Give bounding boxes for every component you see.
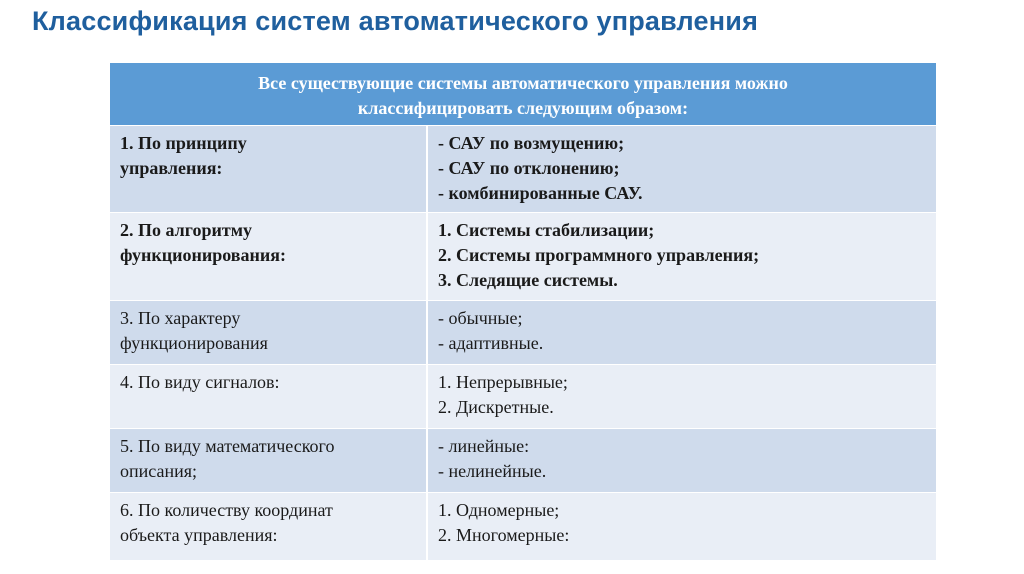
criterion-line: 5. По виду математического	[120, 436, 335, 456]
criterion-line: 3. По характеру	[120, 308, 241, 328]
values-cell	[427, 126, 937, 213]
value-line: 1. Одномерные;	[438, 500, 560, 520]
criterion-line: 6. По количеству координат	[120, 500, 333, 520]
criterion-line: 2. По алгоритму	[120, 220, 252, 240]
value-line: 3. Следящие системы.	[438, 270, 618, 290]
value-line: 1. Системы стабилизации;	[438, 220, 655, 240]
criterion-cell	[109, 126, 427, 213]
criterion-cell	[109, 365, 427, 429]
value-line: 2. Системы программного управления;	[438, 245, 760, 265]
criterion-line: объекта управления:	[120, 525, 278, 545]
criterion-cell	[109, 429, 427, 493]
value-line: - САУ по возмущению;	[438, 133, 625, 153]
table-row	[109, 365, 937, 429]
criterion-line: управления:	[120, 158, 223, 178]
table-row	[109, 429, 937, 493]
values-cell	[427, 301, 937, 365]
value-line: - линейные:	[438, 436, 530, 456]
classification-table	[108, 62, 938, 561]
value-line: 2. Многомерные:	[438, 525, 570, 545]
table-row	[109, 493, 937, 561]
value-line: 2. Дискретные.	[438, 397, 554, 417]
values-cell	[427, 493, 937, 561]
criterion-cell	[109, 301, 427, 365]
value-line: - адаптивные.	[438, 333, 544, 353]
table-row	[109, 301, 937, 365]
criterion-cell	[109, 493, 427, 561]
value-line: - комбинированные САУ.	[438, 183, 643, 203]
table-row	[109, 213, 937, 301]
value-line: - САУ по отклонению;	[438, 158, 620, 178]
header-line: Все существующие системы автоматического управления можно	[258, 73, 788, 93]
criterion-line: функционирования:	[120, 245, 286, 265]
table-header	[109, 63, 937, 126]
header-line: классифицировать следующим образом:	[357, 98, 689, 118]
criterion-line: 4. По виду сигналов:	[120, 372, 280, 392]
criterion-cell	[109, 213, 427, 301]
values-cell	[427, 213, 937, 301]
value-line: 1. Непрерывные;	[438, 372, 568, 392]
criterion-line: функционирования	[120, 333, 268, 353]
criterion-line: описания;	[120, 461, 198, 481]
criterion-line: 1. По принципу	[120, 133, 247, 153]
table-header-row	[109, 63, 937, 126]
page-title: Классификация систем автоматического управления	[32, 6, 759, 36]
value-line: - обычные;	[438, 308, 523, 328]
values-cell	[427, 365, 937, 429]
value-line: - нелинейные.	[438, 461, 547, 481]
values-cell	[427, 429, 937, 493]
table-row	[109, 126, 937, 213]
